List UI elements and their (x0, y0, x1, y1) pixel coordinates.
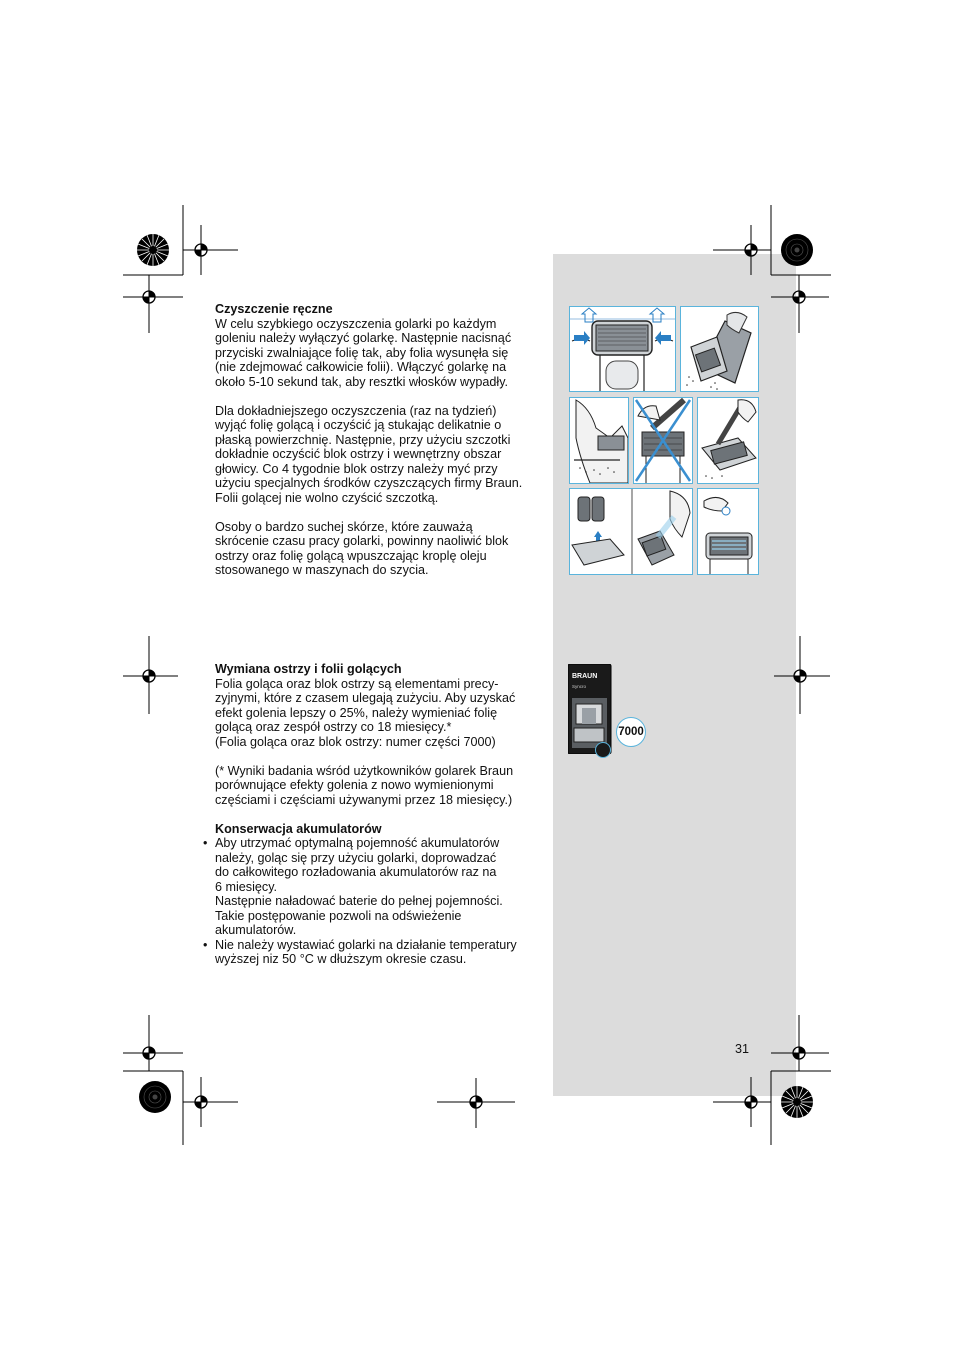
crosshair-circle-icon (143, 1047, 155, 1059)
paragraph-replacement (215, 677, 540, 750)
line: porównujące efekty golenia z nowo wymienionymi (215, 778, 494, 792)
line: Folia goląca oraz blok ostrzy są elementami precy- (215, 676, 499, 691)
heading-battery: Konserwacja akumulatorów (215, 821, 382, 836)
line: zyjnymi, które z czasem ulegają zużyciu. Aby uzyskać (215, 691, 516, 705)
line: do całkowitego rozładowania akumulatorów raz na (215, 865, 497, 879)
crosshair-circle-icon (745, 244, 757, 256)
line: Dla dokładniejszego oczyszczenia (raz na tydzień) (215, 403, 497, 418)
paragraph-quick-clean (215, 317, 540, 390)
registration-mark-bottom-left (123, 1015, 243, 1150)
line: Folii golącej nie wolno czyścić szczotką. (215, 490, 439, 505)
crosshair-circle-icon (195, 244, 207, 256)
brand-logo: BRAUN (572, 673, 598, 680)
line: użyciu specjalnych środków czyszczących firmy Braun. (215, 476, 523, 490)
line: ostrzy oraz folię golącą wpuszczając kroplę oleju (215, 548, 487, 563)
line: (nie zdejmować całkowicie folii). Włączyć golarkę na (215, 360, 507, 374)
figure-release-foil (569, 306, 676, 392)
starburst-target-icon (781, 1086, 813, 1118)
starburst-target-icon (781, 234, 813, 266)
line: należy, goląc się przy użyciu golarki, doprowadzać (215, 850, 497, 865)
registration-mark-mid-left (123, 636, 183, 716)
paragraph-thorough-clean (215, 404, 540, 506)
figure-tap-foil (569, 397, 629, 484)
line: dokładnie oczyścić blok ostrzy i wewnętrzny obszar (215, 447, 502, 461)
line: W celu szybkiego oczyszczenia golarki po każdym (215, 316, 497, 331)
part-number-badge: 7000 (616, 717, 646, 747)
crosshair-circle-icon (195, 1096, 207, 1108)
crosshair-circle-icon (745, 1096, 757, 1108)
line: (Folia goląca oraz blok ostrzy: numer części 7000) (215, 734, 496, 749)
line: Następnie naładować baterie do pełnej pojemności. (215, 894, 503, 908)
line: płaską powierzchnię. Następnie, przy użyciu szczotki (215, 432, 511, 447)
heading-replacement: Wymiana ostrzy i folii golących (215, 662, 402, 676)
heading-manual-cleaning: Czyszczenie ręczne (215, 302, 333, 316)
page-number: 31 (735, 1042, 750, 1056)
line: Aby utrzymać optymalną pojemność akumulatorów (215, 836, 500, 850)
line: (* Wyniki badania wśród użytkowników golarek Braun (215, 763, 514, 778)
line: Nie należy wystawiać golarki na działanie temperatury (215, 937, 517, 952)
replacement-part-package (568, 664, 612, 754)
line: Takie postępowanie pozwoli na odświeżenie (215, 908, 462, 923)
line: golącą oraz zespół ostrzy co 18 miesięcy.* (215, 720, 452, 734)
starburst-target-icon (139, 1081, 171, 1113)
figure-oil-foil (697, 488, 759, 575)
crosshair-circle-icon (793, 1047, 805, 1059)
line: częściami i częściami używanymi przez 18 miesięcy.) (215, 792, 513, 807)
figure-no-brush-foil (633, 397, 693, 484)
crosshair-circle-icon (143, 670, 155, 682)
line: goleniu należy wyłączyć golarkę. Następnie nacisnąć (215, 331, 512, 345)
paragraph-footnote (215, 764, 540, 808)
battery-bullet-list (203, 836, 540, 967)
list-item (203, 836, 540, 938)
model-text: Syncro (572, 684, 587, 689)
line: efekt golenia lepszy o 25%, należy wymieniać folię (215, 705, 498, 720)
registration-mark-bottom-right (711, 1015, 831, 1150)
figure-brush-cutter (697, 397, 759, 484)
registration-mark-bottom-center (437, 1070, 517, 1130)
line: głowicy. Co 4 tygodnie blok ostrzy należy myć przy (215, 461, 498, 476)
crosshair-circle-icon (793, 291, 805, 303)
line: wyższej niz 50 °C w dłuższym okresie czasu. (215, 952, 467, 966)
figure-remove-cutter-oil (569, 488, 693, 575)
crosshair-circle-icon (794, 670, 806, 682)
line: 6 miesięcy. (215, 879, 278, 894)
section-replacement (203, 662, 540, 967)
starburst-target-icon (137, 234, 169, 266)
line: akumulatorów. (215, 923, 297, 937)
line: około 5-10 sekund tak, aby resztki włosków wypadły. (215, 374, 509, 389)
line: przyciski zwalniające folię tak, aby folia wysunęła się (215, 345, 509, 360)
registration-mark-top-right (711, 205, 831, 335)
package-badge (595, 742, 611, 758)
paragraph-oiling (215, 520, 540, 578)
line: Osoby o bardzo suchej skórze, które zauważą (215, 519, 473, 534)
line: skrócenie czasu pracy golarki, powinny naoliwić blok (215, 534, 509, 548)
crosshair-circle-icon (470, 1096, 482, 1108)
bullet-icon: • (203, 937, 208, 952)
line: wyjąć folię golącą i oczyścić ją stukając delikatnie o (215, 418, 502, 432)
registration-mark-top-left (123, 205, 243, 335)
section-manual-cleaning (215, 302, 540, 578)
crosshair-circle-icon (143, 291, 155, 303)
list-item (203, 937, 540, 967)
registration-mark-mid-right (772, 636, 832, 716)
bullet-icon: • (203, 836, 208, 850)
line: stosowanego w maszynach do szycia. (215, 563, 429, 577)
